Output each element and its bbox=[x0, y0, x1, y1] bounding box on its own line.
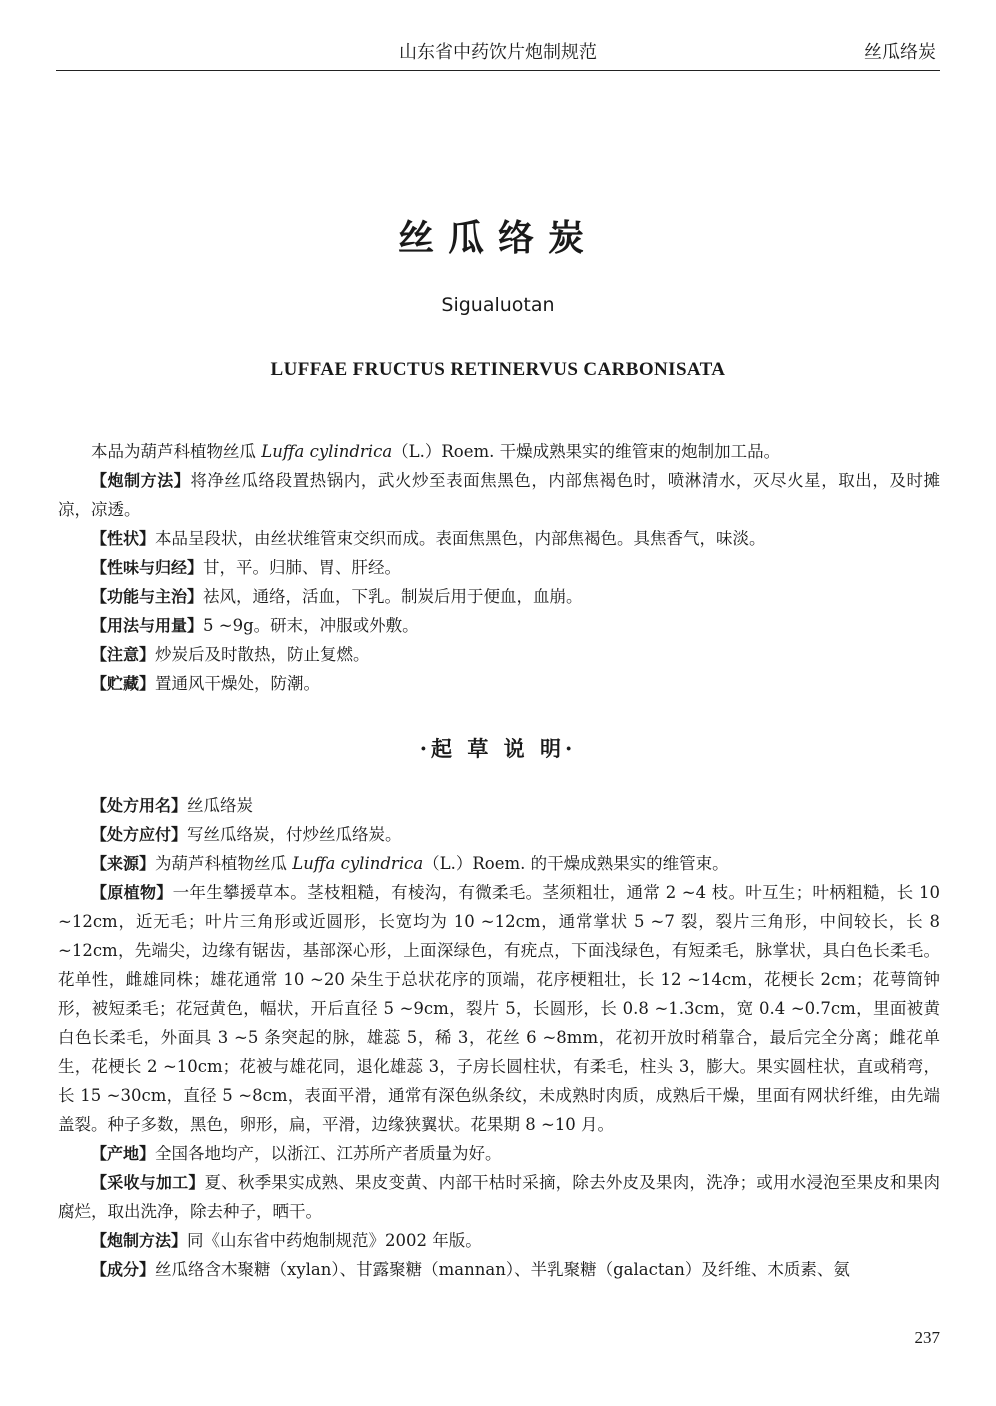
item-label: 【原植物】 bbox=[91, 883, 173, 902]
storage bbox=[58, 669, 940, 698]
item-label: 【贮藏】 bbox=[91, 674, 156, 693]
characteristics bbox=[58, 524, 940, 553]
intro-paragraph bbox=[58, 437, 940, 466]
prescription-name bbox=[58, 791, 940, 820]
item-label: 【用法与用量】 bbox=[91, 616, 204, 635]
intro-text: （L.）Roem. 干燥成熟果实的维管束的炮制加工品。 bbox=[392, 442, 781, 461]
precautions bbox=[58, 640, 940, 669]
item-text: 一年生攀援草本。茎枝粗糙，有棱沟，有微柔毛。茎须粗壮，通常 2 ~4 枝。叶互生；叶柄粗糙，长 10 ~12cm，近无毛；叶片三角形或近圆形，长宽均为 10 ~12cm，通常掌状 5 ~7 裂，裂片三角形，中间较长，长 8 ~12cm，先端尖，边缘有锯齿，基部深心形，上面深绿色，有疣点，下面浅绿色，有短柔毛，脉掌状，具白色长柔毛。花单性，雌雄同株；雄花通常 10 ~20 朵生于总状花序的顶端，花序梗粗壮，长 12 ~14cm，花梗长 2cm；花萼筒钟形，被短柔毛；花冠黄色，幅状，开后直径 5 ~9cm，裂片 5，长圆形，长 0.8 ~1.3cm，宽 0.4 ~0.7cm，里面被黄白色长柔毛，外面具 3 ~5 条突起的脉，雄蕊 5，稀 3，花丝 6 ~8mm，花初开放时稍靠合，最后完全分离；雌花单生，花梗长 2 ~10cm；花被与雄花同，退化雄蕊 3，子房长圆柱状，有柔毛，柱头 3，膨大。果实圆柱状，直或稍弯，长 15 ~30cm，直径 5 ~8cm，表面平滑，通常有深色纵条纹，未成熟时肉质，成熟后干燥，里面有网状纤维，由先端盖裂。种子多数，黑色，卵形，扁，平滑，边缘狭翼状。花果期 8 ~10 月。 bbox=[58, 883, 940, 1134]
item-label: 【炮制方法】 bbox=[91, 1231, 188, 1250]
item-text: 夏、秋季果实成熟、果皮变黄、内部干枯时采摘，除去外皮及果肉，洗净；或用水浸泡至果皮和果肉腐烂，取出洗净，除去种子，晒干。 bbox=[58, 1173, 940, 1221]
page-number: 237 bbox=[914, 1328, 940, 1347]
item-label: 【产地】 bbox=[91, 1144, 156, 1163]
source bbox=[58, 849, 940, 878]
running-header bbox=[56, 36, 940, 71]
usage-and-dosage bbox=[58, 611, 940, 640]
scientific-name: Luffa cylindrica bbox=[292, 854, 424, 873]
drafting-notes-body bbox=[58, 791, 940, 1284]
item-text: 为葫芦科植物丝瓜 bbox=[155, 854, 293, 873]
item-label: 【注意】 bbox=[91, 645, 156, 664]
pinyin-name: Sigualuotan bbox=[441, 294, 555, 316]
item-label: 【处方用名】 bbox=[91, 796, 188, 815]
item-label: 【成分】 bbox=[91, 1260, 156, 1279]
nature-and-meridian bbox=[58, 553, 940, 582]
item-label: 【炮制方法】 bbox=[91, 471, 191, 490]
monograph-title: 丝瓜络炭 bbox=[397, 217, 598, 259]
item-label: 【性状】 bbox=[91, 529, 156, 548]
item-text: 甘，平。归肺、胃、肝经。 bbox=[203, 558, 402, 577]
original-plant bbox=[58, 878, 940, 1139]
item-text: 祛风，通络，活血，下乳。制炭后用于便血，血崩。 bbox=[203, 587, 583, 606]
drafting-notes-heading: ·起 草 说 明· bbox=[419, 736, 577, 761]
harvest-and-processing bbox=[58, 1168, 940, 1226]
origin-region bbox=[58, 1139, 940, 1168]
section-title: 丝瓜络炭 bbox=[864, 42, 936, 63]
item-text: （L.）Roem. 的干燥成熟果实的维管束。 bbox=[423, 854, 729, 873]
book-title: 山东省中药饮片炮制规范 bbox=[399, 42, 597, 63]
processing-method bbox=[58, 466, 940, 524]
item-label: 【来源】 bbox=[91, 854, 156, 873]
item-label: 【采收与加工】 bbox=[91, 1173, 205, 1192]
item-text: 5 ~9g。研末，冲服或外敷。 bbox=[203, 616, 419, 635]
functions-and-indications bbox=[58, 582, 940, 611]
item-label: 【处方应付】 bbox=[91, 825, 188, 844]
item-text: 将净丝瓜络段置热锅内，武火炒至表面焦黑色，内部焦褐色时，喷淋清水，灭尽火星，取出，及时摊凉，凉透。 bbox=[58, 471, 940, 519]
latin-name: LUFFAE FRUCTUS RETINERVUS CARBONISATA bbox=[270, 359, 726, 380]
item-text: 炒炭后及时散热，防止复燃。 bbox=[155, 645, 370, 664]
item-text: 全国各地均产，以浙江、江苏所产者质量为好。 bbox=[155, 1144, 502, 1163]
item-text: 同《山东省中药炮制规范》2002 年版。 bbox=[187, 1231, 482, 1250]
prescription-dispensing bbox=[58, 820, 940, 849]
item-text: 丝瓜络含木聚糖（xylan）、甘露聚糖（mannan）、半乳聚糖（galactan）及纤维、木质素、氨 bbox=[155, 1260, 850, 1279]
item-label: 【性味与归经】 bbox=[91, 558, 204, 577]
processing-method-note bbox=[58, 1226, 940, 1255]
item-text: 丝瓜络炭 bbox=[187, 796, 254, 815]
scientific-name: Luffa cylindrica bbox=[261, 442, 393, 461]
item-text: 置通风干燥处，防潮。 bbox=[155, 674, 321, 693]
item-text: 写丝瓜络炭，付炒丝瓜络炭。 bbox=[187, 825, 402, 844]
item-text: 本品呈段状，由丝状维管束交织而成。表面焦黑色，内部焦褐色。具焦香气，味淡。 bbox=[155, 529, 766, 548]
item-label: 【功能与主治】 bbox=[91, 587, 204, 606]
monograph-body bbox=[58, 437, 940, 698]
components bbox=[58, 1255, 940, 1284]
intro-text: 本品为葫芦科植物丝瓜 bbox=[91, 442, 262, 461]
